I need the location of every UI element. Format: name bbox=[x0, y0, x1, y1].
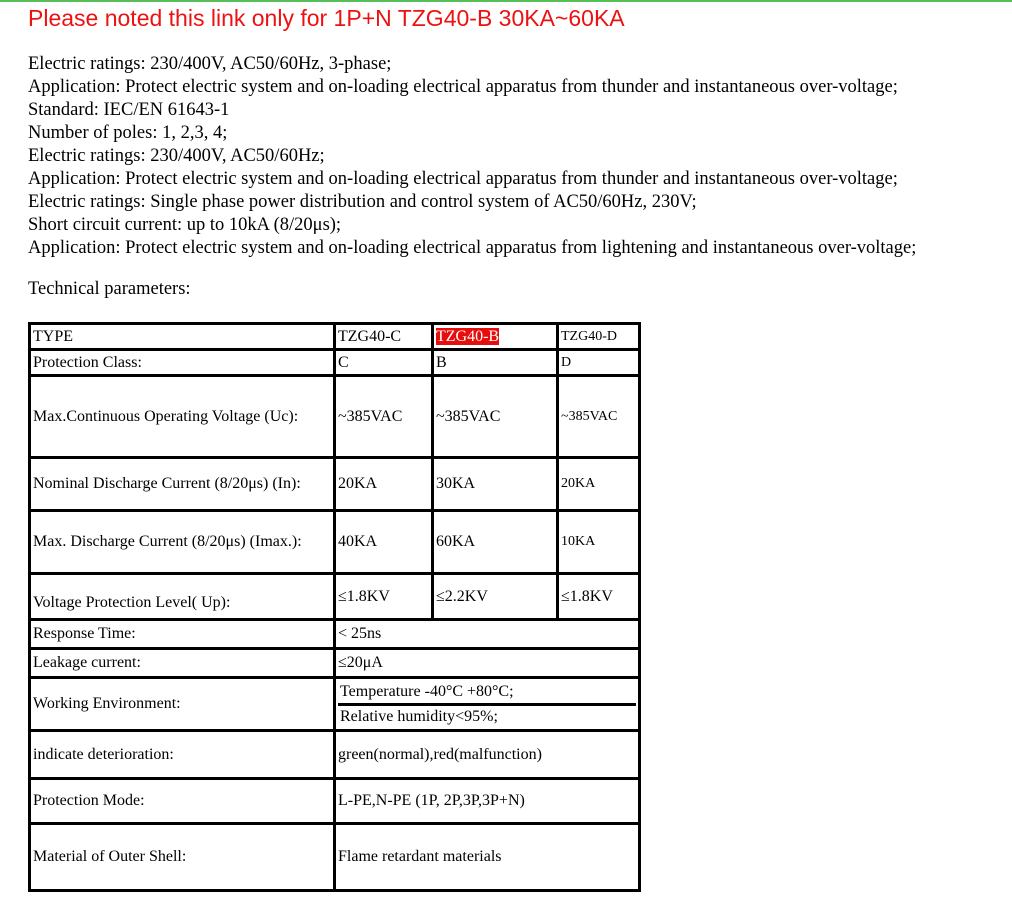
top-border bbox=[0, 0, 1012, 2]
table-row bbox=[30, 350, 640, 376]
max-voltage-b: ~385VAC bbox=[433, 376, 558, 458]
spec-line: Short circuit current: up to 10kA (8/20μs); bbox=[28, 215, 342, 235]
spec-line: Electric ratings: Single phase power distribution and control system of AC50/60Hz, 230V; bbox=[28, 192, 697, 212]
response-time-label: Response Time: bbox=[30, 620, 335, 649]
notice-heading: Please noted this link only for 1P+N TZG40-B 30KA~60KA bbox=[28, 5, 625, 31]
table-row bbox=[30, 824, 640, 891]
type-b bbox=[433, 324, 558, 350]
technical-parameters-table bbox=[28, 322, 641, 892]
voltage-protection-c: ≤1.8KV bbox=[335, 574, 433, 620]
nominal-discharge-label: Nominal Discharge Current (8/20μs) (In): bbox=[30, 458, 335, 511]
response-time-value: < 25ns bbox=[335, 620, 640, 649]
indicate-deterioration-label: indicate deterioration: bbox=[30, 731, 335, 779]
protection-class-d: D bbox=[558, 350, 640, 376]
type-b-highlight: TZG40-B bbox=[436, 327, 500, 345]
nominal-discharge-d: 20KA bbox=[558, 458, 640, 511]
max-voltage-label: Max.Continuous Operating Voltage (Uc): bbox=[30, 376, 335, 458]
technical-parameters-label: Technical parameters: bbox=[28, 279, 191, 299]
protection-class-label: Protection Class: bbox=[30, 350, 335, 376]
working-environment-value bbox=[335, 678, 640, 731]
max-discharge-label: Max. Discharge Current (8/20μs) (Imax.): bbox=[30, 511, 335, 574]
spec-line: Application: Protect electric system and on-loading electrical apparatus from lightening and instantaneous over-voltage; bbox=[28, 238, 917, 258]
working-environment-label: Working Environment: bbox=[30, 678, 335, 731]
max-voltage-d: ~385VAC bbox=[558, 376, 640, 458]
protection-mode-label: Protection Mode: bbox=[30, 779, 335, 824]
spec-line: Electric ratings: 230/400V, AC50/60Hz; bbox=[28, 146, 325, 166]
leakage-current-value: ≤20μA bbox=[335, 649, 640, 678]
table-row bbox=[30, 678, 640, 731]
type-label: TYPE bbox=[30, 324, 335, 350]
max-voltage-c: ~385VAC bbox=[335, 376, 433, 458]
table-row bbox=[30, 324, 640, 350]
table-row bbox=[30, 649, 640, 678]
protection-class-c: C bbox=[335, 350, 433, 376]
voltage-protection-d: ≤1.8KV bbox=[558, 574, 640, 620]
spec-list bbox=[28, 53, 916, 260]
table-row bbox=[30, 574, 640, 620]
table-row bbox=[30, 511, 640, 574]
indicate-deterioration-value: green(normal),red(malfunction) bbox=[335, 731, 640, 779]
table-row bbox=[30, 376, 640, 458]
max-discharge-c: 40KA bbox=[335, 511, 433, 574]
table-row bbox=[30, 731, 640, 779]
table-row bbox=[30, 620, 640, 649]
protection-class-b: B bbox=[433, 350, 558, 376]
table-row bbox=[30, 779, 640, 824]
nominal-discharge-c: 20KA bbox=[335, 458, 433, 511]
spec-line: Application: Protect electric system and on-loading electrical apparatus from thunder and instantaneous over-voltage; bbox=[28, 77, 898, 97]
spec-line: Application: Protect electric system and on-loading electrical apparatus from thunder and instantaneous over-voltage; bbox=[28, 169, 898, 189]
max-discharge-b: 60KA bbox=[433, 511, 558, 574]
protection-mode-value: L-PE,N-PE (1P, 2P,3P,3P+N) bbox=[335, 779, 640, 824]
table-row bbox=[30, 458, 640, 511]
max-discharge-d: 10KA bbox=[558, 511, 640, 574]
type-c: TZG40-C bbox=[335, 324, 433, 350]
type-d: TZG40-D bbox=[558, 324, 640, 350]
nominal-discharge-b: 30KA bbox=[433, 458, 558, 511]
spec-line: Standard: IEC/EN 61643-1 bbox=[28, 100, 230, 120]
outer-shell-label: Material of Outer Shell: bbox=[30, 824, 335, 891]
voltage-protection-b: ≤2.2KV bbox=[433, 574, 558, 620]
spec-line: Number of poles: 1, 2,3, 4; bbox=[28, 123, 228, 143]
voltage-protection-label: Voltage Protection Level( Up): bbox=[30, 574, 335, 620]
temperature-line: Temperature -40°C +80°C; bbox=[340, 682, 514, 700]
outer-shell-value: Flame retardant materials bbox=[335, 824, 640, 891]
spec-line: Electric ratings: 230/400V, AC50/60Hz, 3-phase; bbox=[28, 54, 392, 74]
leakage-current-label: Leakage current: bbox=[30, 649, 335, 678]
humidity-line: Relative humidity<95%; bbox=[338, 703, 636, 728]
